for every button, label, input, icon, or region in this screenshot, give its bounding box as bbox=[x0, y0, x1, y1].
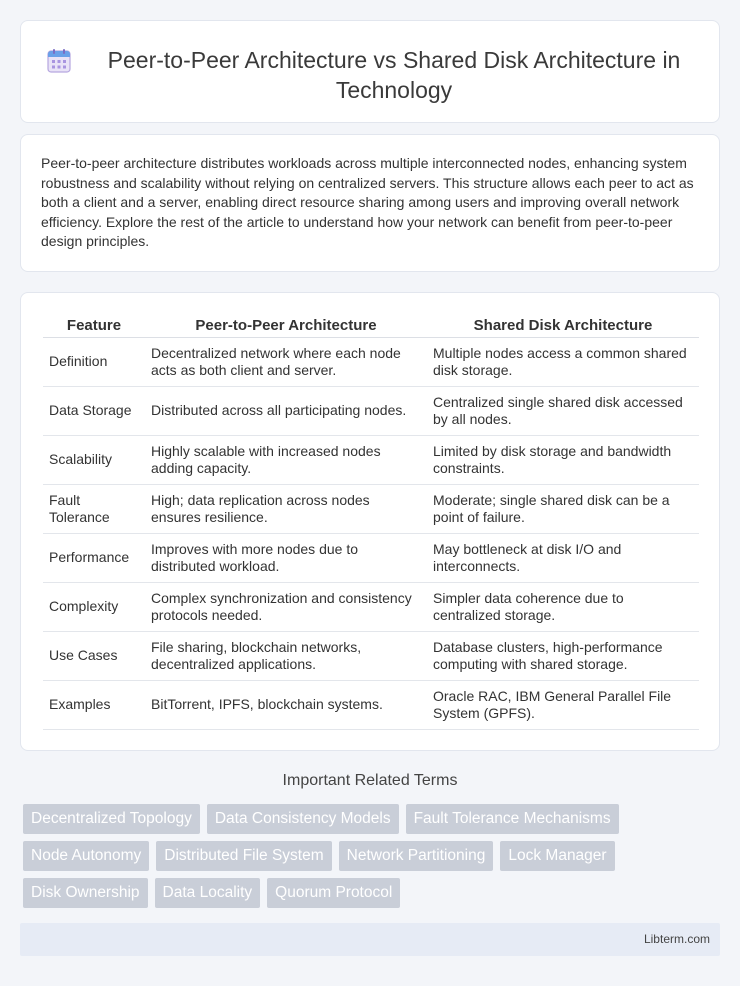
feature-cell: Scalability bbox=[43, 436, 145, 485]
related-terms-list bbox=[23, 804, 723, 915]
related-term-tag[interactable]: Data Locality bbox=[155, 878, 261, 908]
table-row bbox=[43, 632, 699, 681]
feature-cell: Use Cases bbox=[43, 632, 145, 681]
shared-disk-cell: Limited by disk storage and bandwidth constraints. bbox=[427, 436, 699, 485]
table-row bbox=[43, 534, 699, 583]
tag-row bbox=[23, 878, 723, 908]
calendar-icon bbox=[46, 48, 72, 74]
column-header-feature: Feature bbox=[43, 312, 145, 338]
peer-to-peer-cell: Decentralized network where each node acts as both client and server. bbox=[145, 338, 427, 387]
peer-to-peer-cell: File sharing, blockchain networks, decentralized applications. bbox=[145, 632, 427, 681]
shared-disk-cell: Simpler data coherence due to centralized storage. bbox=[427, 583, 699, 632]
related-term-tag[interactable]: Decentralized Topology bbox=[23, 804, 200, 834]
table-row bbox=[43, 338, 699, 387]
header-card bbox=[20, 20, 720, 123]
table-row bbox=[43, 387, 699, 436]
related-term-tag[interactable]: Fault Tolerance Mechanisms bbox=[406, 804, 619, 834]
footer-brand-link[interactable]: Libterm.com bbox=[643, 932, 710, 946]
peer-to-peer-cell: Improves with more nodes due to distributed workload. bbox=[145, 534, 427, 583]
feature-cell: Fault Tolerance bbox=[43, 485, 145, 534]
intro-paragraph: Peer-to-peer architecture distributes workloads across multiple interconnected nodes, enhancing system robustness and scalability without relying on centralized servers. This structure allows each peer to act as both a client and a server, enabling direct resource sharing among users and improving overall network efficiency. Explore the rest of the article to understand how your network can benefit from peer-to-peer design principles. bbox=[41, 155, 694, 249]
shared-disk-cell: Oracle RAC, IBM General Parallel File System (GPFS). bbox=[427, 681, 699, 730]
related-term-tag[interactable]: Data Consistency Models bbox=[207, 804, 399, 834]
peer-to-peer-cell: High; data replication across nodes ensures resilience. bbox=[145, 485, 427, 534]
shared-disk-cell: Moderate; single shared disk can be a point of failure. bbox=[427, 485, 699, 534]
feature-cell: Definition bbox=[43, 338, 145, 387]
shared-disk-cell: Database clusters, high-performance computing with shared storage. bbox=[427, 632, 699, 681]
shared-disk-cell: Centralized single shared disk accessed by all nodes. bbox=[427, 387, 699, 436]
feature-cell: Examples bbox=[43, 681, 145, 730]
related-term-tag[interactable]: Distributed File System bbox=[156, 841, 331, 871]
related-term-tag[interactable]: Quorum Protocol bbox=[267, 878, 400, 908]
comparison-table bbox=[43, 312, 699, 730]
column-header-peer-to-peer: Peer-to-Peer Architecture bbox=[145, 312, 427, 338]
feature-cell: Performance bbox=[43, 534, 145, 583]
table-row bbox=[43, 436, 699, 485]
tag-row bbox=[23, 804, 723, 834]
table-row bbox=[43, 583, 699, 632]
related-term-tag[interactable]: Network Partitioning bbox=[339, 841, 494, 871]
tag-row bbox=[23, 841, 723, 871]
page-title: Peer-to-Peer Architecture vs Shared Disk Architecture in Technology bbox=[107, 47, 681, 103]
related-term-tag[interactable]: Lock Manager bbox=[500, 841, 614, 871]
table-row bbox=[43, 485, 699, 534]
related-terms-title: Important Related Terms bbox=[282, 772, 458, 789]
footer bbox=[20, 923, 720, 956]
column-header-shared-disk: Shared Disk Architecture bbox=[427, 312, 699, 338]
peer-to-peer-cell: Complex synchronization and consistency protocols needed. bbox=[145, 583, 427, 632]
related-term-tag[interactable]: Node Autonomy bbox=[23, 841, 149, 871]
related-term-tag[interactable]: Disk Ownership bbox=[23, 878, 148, 908]
table-header-row bbox=[43, 312, 699, 338]
intro-card bbox=[20, 134, 720, 272]
peer-to-peer-cell: Highly scalable with increased nodes adding capacity. bbox=[145, 436, 427, 485]
feature-cell: Complexity bbox=[43, 583, 145, 632]
peer-to-peer-cell: Distributed across all participating nodes. bbox=[145, 387, 427, 436]
feature-cell: Data Storage bbox=[43, 387, 145, 436]
comparison-table-card bbox=[20, 292, 720, 751]
shared-disk-cell: May bottleneck at disk I/O and interconnects. bbox=[427, 534, 699, 583]
peer-to-peer-cell: BitTorrent, IPFS, blockchain systems. bbox=[145, 681, 427, 730]
table-row bbox=[43, 681, 699, 730]
shared-disk-cell: Multiple nodes access a common shared disk storage. bbox=[427, 338, 699, 387]
